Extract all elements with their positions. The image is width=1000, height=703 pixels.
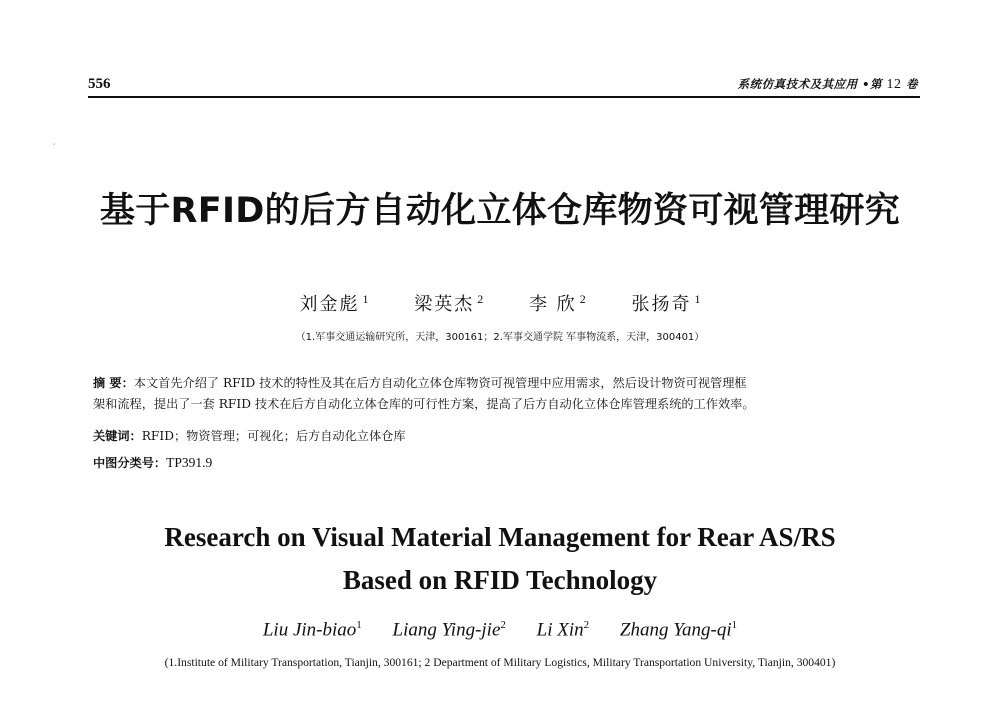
author-name: 刘金彪 <box>299 294 360 315</box>
affiliation-mark: 1 <box>356 619 362 631</box>
author-cn <box>300 290 369 316</box>
paper-title-cn: 基于RFID的后方自动化立体仓库物资可视管理研究 <box>99 191 901 231</box>
author-list-cn <box>0 290 1000 316</box>
affiliation-mark: 2 <box>500 619 506 631</box>
classification <box>93 452 923 474</box>
paper-title-en-line-2: Based on RFID Technology <box>342 565 658 595</box>
author-name: Zhang Yang-qi <box>619 619 732 641</box>
keywords-text: RFID；物资管理；可视化；后方自动化立体仓库 <box>141 429 406 443</box>
affiliation-mark: 2 <box>477 292 484 306</box>
affiliation-en: (1.Institute of Military Transportation, Tianjin, 300161; 2 Department of Military Logistics, Military Transportation University, Tianjin, 300401) <box>164 656 836 669</box>
author-name: Liang Ying-jie <box>392 619 501 641</box>
affiliation-mark: 2 <box>579 292 586 306</box>
keywords-label: 关键词： <box>93 429 142 443</box>
volume-number: 12 <box>886 77 902 92</box>
author-name: 李 欣 <box>529 294 577 315</box>
abstract-label: 摘 要： <box>93 376 134 390</box>
journal-title: 系统仿真技术及其应用 •第 <box>737 77 882 91</box>
author-cn <box>414 290 483 316</box>
abstract-line-2: 架和流程，提出了一套 RFID 技术在后方自动化立体仓库的可行性方案，提高了后方自动化立体仓库管理系统的工作效率。 <box>93 397 755 411</box>
author-name: Li Xin <box>536 619 584 641</box>
author-name: 张扬奇 <box>631 294 692 315</box>
classification-code: TP391.9 <box>166 455 213 470</box>
classification-label: 中图分类号： <box>93 456 167 470</box>
page-number: 556 <box>88 76 111 92</box>
author-en <box>620 619 737 641</box>
affiliation-mark: 1 <box>694 292 701 306</box>
affiliation-mark: 2 <box>583 619 590 631</box>
author-list-en <box>0 619 1000 641</box>
author-en <box>263 619 362 641</box>
author-name: Liu Jin-biao <box>262 619 357 641</box>
author-en <box>393 619 506 641</box>
affiliation-cn: （1.军事交通运输研究所，天津，300161；2.军事交通学院 军事物流系，天津，300401） <box>295 332 705 343</box>
author-name: 梁英杰 <box>414 294 475 315</box>
scan-speck: ˊ <box>52 143 56 152</box>
author-cn <box>631 290 700 316</box>
running-header <box>88 74 920 98</box>
abstract-text: 本文首先介绍了 RFID 技术的特性及其在后方自动化立体仓库物资可视管理中应用需求，然后设计物资可视管理框 <box>133 376 747 390</box>
affiliation-mark: 1 <box>731 619 738 631</box>
author-cn <box>529 290 586 316</box>
keywords <box>93 426 923 447</box>
affiliation-mark: 1 <box>362 292 369 306</box>
journal-name <box>738 76 918 93</box>
paper-title-en-line-1: Research on Visual Material Management for Rear AS/RS <box>164 522 836 552</box>
author-en <box>537 619 589 641</box>
volume-suffix: 卷 <box>906 77 918 91</box>
abstract-line-1 <box>93 373 923 394</box>
